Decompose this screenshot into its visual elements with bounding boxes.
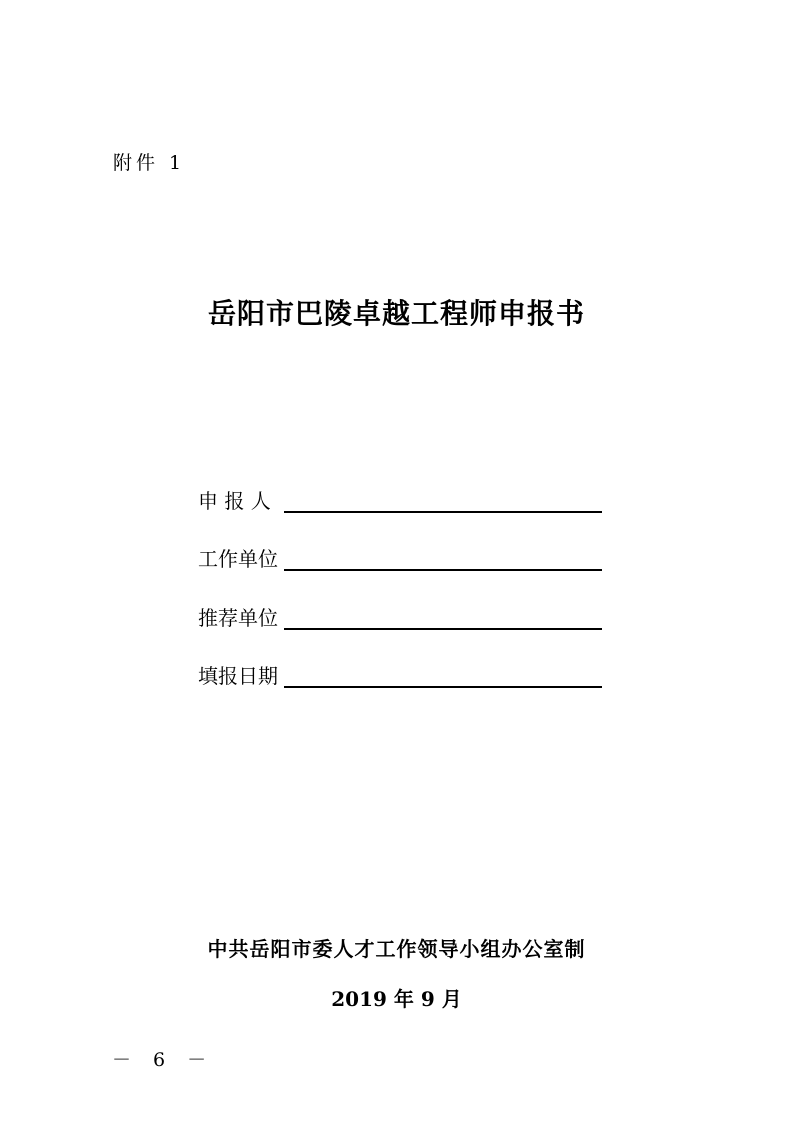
form-row-recommending-unit (198, 573, 608, 632)
issue-date: 2019 年 9 月 (331, 987, 462, 1011)
applicant-label: 申 报 人 (198, 488, 271, 513)
work-unit-label: 工作单位 (198, 547, 278, 571)
recommending-unit-field[interactable] (284, 602, 602, 630)
document-title: 岳阳市巴陵卓越工程师申报书 (207, 297, 585, 330)
application-form (198, 456, 608, 690)
fill-date-field[interactable] (284, 660, 602, 688)
form-row-applicant (198, 456, 608, 515)
applicant-field[interactable] (284, 485, 602, 513)
recommending-unit-label: 推荐单位 (198, 605, 278, 630)
work-unit-field[interactable] (284, 543, 602, 571)
page-number: － 6 － (112, 1049, 215, 1071)
form-row-work-unit (198, 515, 608, 574)
fill-date-label: 填报日期 (198, 664, 278, 688)
issuing-organization: 中共岳阳市委人才工作领导小组办公室制 (207, 937, 586, 961)
form-row-fill-date (198, 632, 608, 691)
attachment-label: 附件 1 (113, 152, 186, 174)
